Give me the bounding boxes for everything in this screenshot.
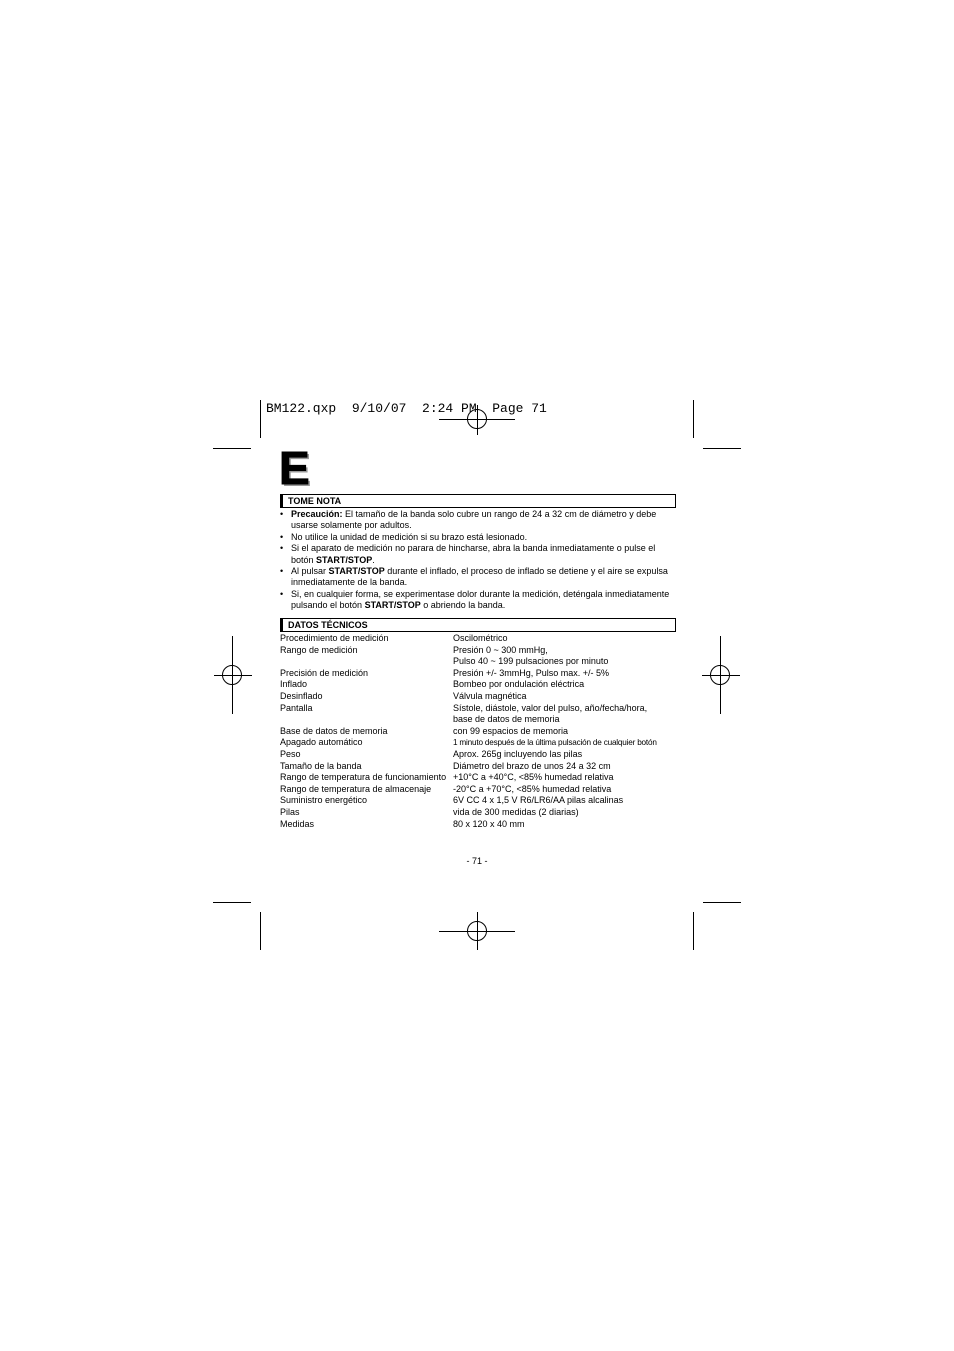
language-section-letter: E <box>279 442 310 494</box>
table-row: Pantalla Sístole, diástole, valor del pulso, año/fecha/hora, <box>280 702 648 713</box>
table-row: Inflado Bombeo por ondulación eléctrica <box>280 679 585 690</box>
specs-section-header <box>280 618 676 632</box>
notes-section-title: TOME NOTA <box>288 496 342 506</box>
table-row: Rango de medición Presión 0 ~ 300 mmHg, <box>280 644 548 655</box>
table-row: Precisión de medición Presión +/- 3mmHg, Pulso max. +/- 5% <box>280 667 610 678</box>
list-item: • No utilice la unidad de medición si su brazo está lesionado. <box>280 531 528 542</box>
table-row: Tamaño de la banda Diámetro del brazo de unos 24 a 32 cm <box>280 760 611 771</box>
notes-list <box>280 509 672 612</box>
table-row: Rango de temperatura de funcionamiento +10°C a +40°C, <85% humedad relativa <box>280 772 614 783</box>
table-row: Base de datos de memoria con 99 espacios de memoria <box>280 725 569 736</box>
list-item: • Si, en cualquier forma, se experimentase dolor durante la medición, deténgala inmediatamente pulsando el botón START/STOP o abriendo la banda. <box>280 588 670 611</box>
list-item: • Precaución: El tamaño de la banda solo cubre un rango de 24 a 32 cm de diámetro y debe usarse solamente por adultos. <box>280 509 657 531</box>
table-row: Desinflado Válvula magnética <box>280 690 527 701</box>
table-row: Pulso 40 ~ 199 pulsaciones por minuto <box>453 656 609 667</box>
page-number: - 71 - <box>466 856 488 866</box>
table-row: Medidas 80 x 120 x 40 mm <box>280 818 525 829</box>
notes-section-header <box>280 494 676 508</box>
list-item: • Si el aparato de medición no parara de hincharse, abra la banda inmediatamente o pulse el botón START/STOP. <box>280 543 656 565</box>
table-row: base de datos de memoria <box>453 714 560 725</box>
table-row: Pilas vida de 300 medidas (2 diarias) <box>280 806 579 817</box>
table-row: Peso Aprox. 265g incluyendo las pilas <box>280 748 583 759</box>
table-row: Procedimiento de medición Oscilométrico <box>280 633 508 643</box>
table-row: Apagado automático 1 minuto después de la última pulsación de cualquier botón <box>280 737 657 748</box>
list-item: • Al pulsar START/STOP durante el inflado, el proceso de inflado se detiene y el aire se expulsa inmediatamente de la banda. <box>280 566 668 588</box>
print-header: BM122.qxp 9/10/07 2:24 PM Page 71 <box>266 401 547 416</box>
table-row: Rango de temperatura de almacenaje -20°C a +70°C, <85% humedad relativa <box>280 783 612 794</box>
specs-table <box>280 633 674 830</box>
table-row: Suministro energético 6V CC 4 x 1,5 V R6/LR6/AA pilas alcalinas <box>280 795 624 806</box>
specs-section-title: DATOS TÉCNICOS <box>288 620 368 630</box>
